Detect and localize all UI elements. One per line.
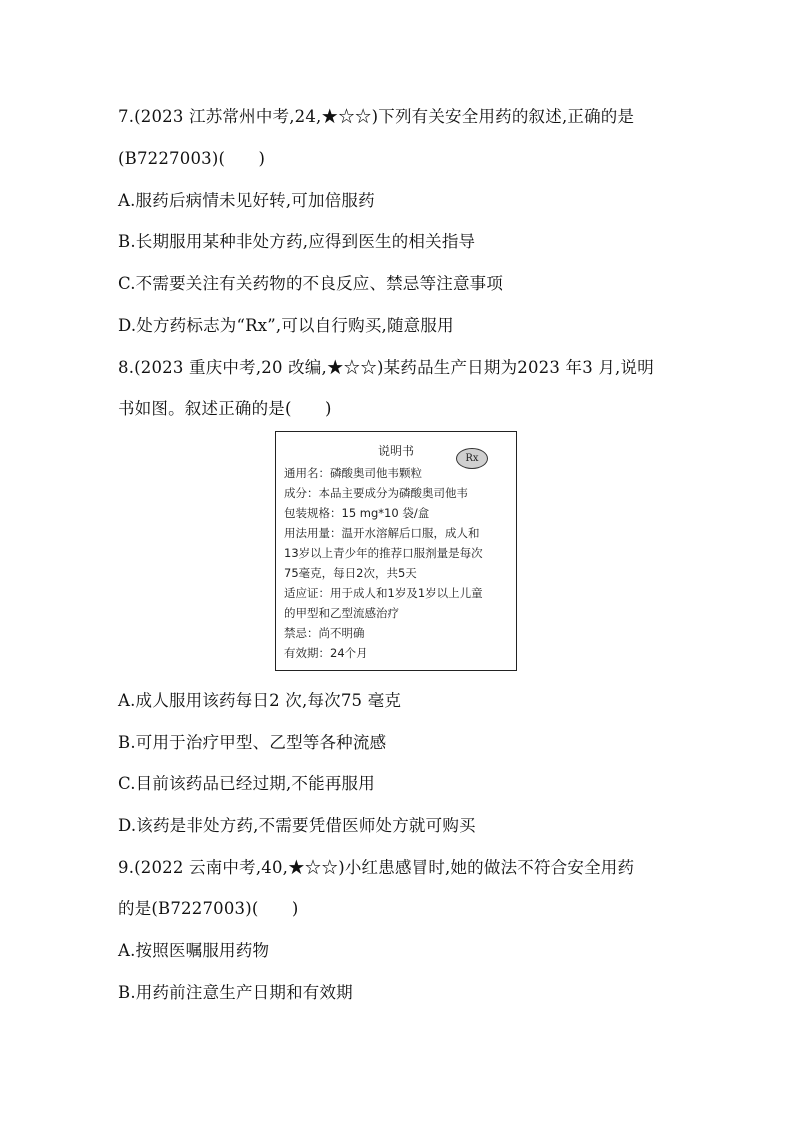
q8-option-b: B.可用于治疗甲型、乙型等各种流感	[118, 733, 387, 752]
leaflet-line: 禁忌：尚不明确	[284, 626, 365, 640]
leaflet-line: 适应证：用于成人和1岁及1岁以上儿童	[284, 586, 483, 600]
q8-option-a: A.成人服用该药每日2 次,每次75 毫克	[118, 691, 402, 710]
q8-stem-line1: 8.(2023 重庆中考,20 改编,★☆☆)某药品生产日期为2023 年3 月,说明	[118, 358, 654, 377]
q7-option-b: B.长期服用某种非处方药,应得到医生的相关指导	[118, 232, 476, 251]
q7-stem-line1: 7.(2023 江苏常州中考,24,★☆☆)下列有关安全用药的叙述,正确的是	[118, 107, 635, 126]
leaflet-title: 说明书	[377, 444, 414, 458]
q8-option-d: D.该药是非处方药,不需要凭借医师处方就可购买	[118, 816, 476, 835]
q9-option-b: B.用药前注意生产日期和有效期	[118, 983, 353, 1002]
leaflet-line: 包装规格：15 mg*10 袋/盒	[284, 506, 430, 520]
q9-stem-line2: 的是(B7227003)( )	[118, 899, 299, 918]
q8-option-c: C.目前该药品已经过期,不能再服用	[118, 774, 375, 793]
leaflet-line: 的甲型和乙型流感治疗	[284, 606, 399, 620]
leaflet-line: 13岁以上青少年的推荐口服剂量是每次	[284, 546, 483, 560]
q9-option-a: A.按照医嘱服用药物	[118, 941, 270, 960]
leaflet-line: 用法用量：温开水溶解后口服，成人和	[284, 526, 480, 540]
rx-badge: Rx	[456, 448, 488, 469]
q8-stem-line2: 书如图。叙述正确的是( )	[118, 399, 332, 418]
leaflet-line: 成分：本品主要成分为磷酸奥司他韦	[284, 486, 468, 500]
q7-stem-line2: (B7227003)( )	[118, 149, 266, 168]
leaflet-line: 有效期：24个月	[284, 646, 368, 660]
leaflet-line: 75毫克，每日2次，共5天	[284, 566, 417, 580]
q7-option-a: A.服药后病情未见好转,可加倍服药	[118, 191, 375, 210]
q7-option-c: C.不需要关注有关药物的不良反应、禁忌等注意事项	[118, 274, 504, 293]
q9-stem-line1: 9.(2022 云南中考,40,★☆☆)小红患感冒时,她的做法不符合安全用药	[118, 858, 635, 877]
leaflet-line: 通用名：磷酸奥司他韦颗粒	[284, 466, 422, 480]
medicine-leaflet	[275, 431, 517, 671]
q7-option-d: D.处方药标志为“Rx”,可以自行购买,随意服用	[118, 316, 454, 335]
